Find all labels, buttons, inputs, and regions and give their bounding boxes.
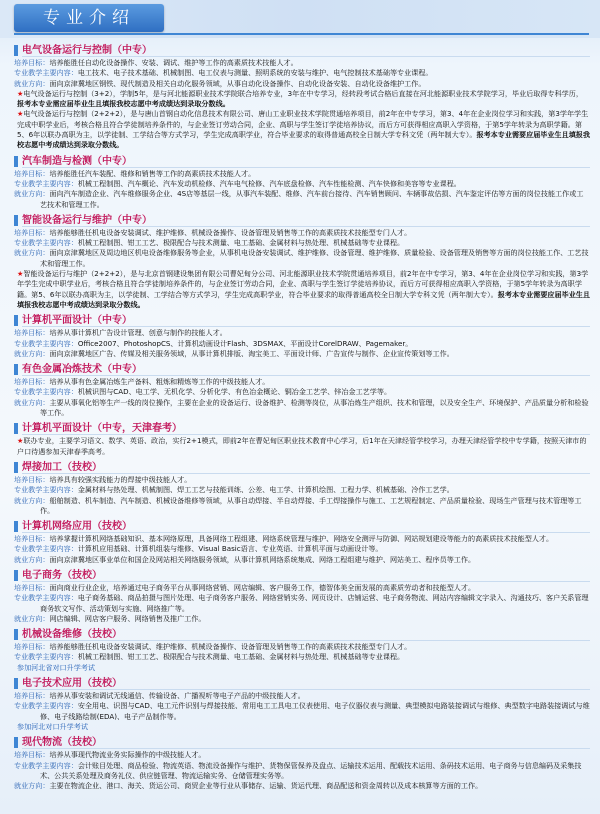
info-text: 培养能胜任汽车装配、维修和销售等工作的高素质技术技能人才。 — [49, 168, 256, 178]
info-line — [14, 349, 590, 359]
heading-marker — [14, 423, 18, 434]
heading-marker — [14, 215, 18, 226]
info-text: 金属材料与热处理、机械制图、焊工工艺与技能训练、公差、电工学、计算机绘图、工程力学、机械基础、冷作工艺学。 — [77, 485, 454, 495]
info-text: 电子商务基础、商品拍摄与图片处理、电子商务客户服务、网络营销实务、网页设计、店铺运营、电子商务物流、网站内容编辑文字录入、沟通技巧、客户关系管理商务软文写作、活动策划与实施、网络推广等。 — [40, 593, 589, 613]
info-line — [14, 248, 590, 269]
info-line — [14, 387, 590, 397]
major-section — [14, 422, 590, 457]
heading-rule — [22, 56, 590, 57]
major-heading — [14, 363, 590, 376]
major-list — [14, 40, 590, 791]
info-label: 就业方向： — [14, 248, 50, 258]
info-line — [14, 642, 590, 652]
info-text: 会计账目处理、商品检验、物流英语、物流设备操作与维护、货物保管保养及盘点、运输技术运用、配载技术运用、条码技术运用、电子商务与信息编码及采集技术、公共关系处理及商务礼仪、供应链管理、物流运输实务、仓储管理实务等。 — [40, 760, 582, 780]
major-section — [14, 363, 590, 418]
major-heading — [14, 520, 590, 533]
info-line — [14, 534, 590, 544]
info-line — [14, 169, 590, 179]
info-label: 就业方向： — [14, 613, 50, 623]
info-text: 培养从事有色金属冶炼生产备料、粗炼和精炼等工作的中级技能人才。 — [49, 377, 270, 387]
info-line — [14, 189, 590, 210]
info-text: 培养能胜任自动化设备操作、安装、调试、维护等工作的高素质技术技能人才。 — [49, 58, 298, 67]
info-text: 培养从事计算机广告设计管理、创意与制作的技能人才。 — [49, 328, 227, 338]
info-label: 就业方向： — [14, 554, 50, 564]
exam-note: 参加河北省对口升学考试 — [17, 662, 96, 672]
info-text: 主要在物流企业、港口、海关、货运公司、商贸企业等行业从事储存、运输、货运代理、商品配送和资金周转以及成本核算等方面的工作。 — [49, 781, 483, 791]
major-name: 计算机平面设计（中专，天津春考） — [22, 423, 182, 435]
heading-marker — [14, 521, 18, 532]
info-label: 培养目标： — [14, 474, 50, 484]
info-line — [14, 701, 590, 722]
info-text: 电气设备运行与控制（3+2），学制5年，是与河北能源职业技术学院联合培养专业，3年在中专学习，经转段考试合格后直接在河北能源职业技术学院学习，毕业后取得专科学历， — [23, 88, 583, 98]
info-text: 面向汽车制造企业、汽车维修服务企业、4S店等基层一线，从事汽车装配、维修、汽车前台接待、汽车销售顾问、车辆事故估损、汽车鉴定评估等方面的岗位技能工作或工艺技术和管理工作。 — [40, 189, 584, 209]
title-underline — [14, 33, 589, 35]
info-line — [14, 179, 590, 189]
info-line — [14, 269, 590, 310]
info-text: 面向商业行业企业，培养通过电子商务平台从事网络营销、网店编辑、客户服务工作，德智体美全面发展的高素质劳动者和技能型人才。 — [49, 582, 476, 592]
info-line — [14, 328, 590, 338]
major-section — [14, 214, 590, 310]
major-section — [14, 520, 590, 565]
info-line — [14, 583, 590, 593]
heading-marker — [14, 315, 18, 326]
info-line — [14, 398, 590, 419]
major-heading — [14, 44, 590, 57]
info-text: 面向京津冀地区钢铁、现代制造及相关自动化服务领域，从事自动化设备操作、自动化设备安装、自动化设备维护工作。 — [49, 78, 426, 88]
major-name: 智能设备运行与维护（中专） — [22, 214, 152, 226]
info-text: 培养掌握计算机网络基础知识、基本网络原理，具备网络工程组建、网络系统管理与维护、网络安全测评与防御、网站规划建设等能力的高素质技术技能型人才。 — [49, 534, 554, 544]
info-label: 专业教学主要内容： — [14, 544, 78, 554]
info-text: 机械工程制图、钳工工艺、极限配合与技术测量、电工基础、金属材料与热处理、机械基础等专业课程。 — [77, 238, 405, 248]
info-line — [14, 58, 590, 68]
info-line — [14, 109, 590, 150]
enrollment-requirement: 报考本专业需应届毕业生且填报我校志愿中考成绩达到录取分数线。 — [17, 99, 230, 109]
heading-rule — [22, 326, 590, 327]
info-label: 专业教学主要内容： — [14, 387, 78, 397]
major-heading — [14, 628, 590, 641]
info-label: 就业方向： — [14, 189, 50, 199]
title-tab — [14, 4, 164, 32]
info-label: 专业教学主要内容： — [14, 338, 78, 348]
heading-marker — [14, 737, 18, 748]
info-line — [14, 228, 590, 238]
info-line — [14, 79, 590, 89]
info-text: 网店编辑、网店客户服务、网络销售及推广工作。 — [49, 613, 206, 623]
major-name: 计算机平面设计（中专） — [22, 315, 132, 327]
info-line — [14, 722, 590, 732]
info-line — [14, 496, 590, 517]
info-text: 面向京津冀地区事业单位和国企及网站相关网络服务领域，从事计算机网络系统集成、网络工程组建与维护、网站美工、程序员等工作。 — [49, 554, 476, 564]
heading-marker — [14, 156, 18, 167]
enrollment-requirement: 报考本专业需要应届毕业生且填报我校志愿中考成绩达到录取分数线。 — [17, 130, 590, 150]
header-banner — [0, 0, 600, 38]
major-name: 汽车制造与检测（中专） — [22, 155, 132, 167]
major-section — [14, 628, 590, 673]
heading-rule — [22, 748, 590, 749]
info-label: 培养目标： — [14, 582, 50, 592]
info-line — [14, 761, 590, 782]
major-name: 电子技术应用（技校） — [22, 678, 122, 690]
info-label: 培养目标： — [14, 534, 50, 544]
info-label: 专业教学主要内容： — [14, 178, 78, 188]
info-text: 培养能够胜任机电设备安装调试、维护维修、机械设备操作、设备管理及销售等工作的高素质技术技能型专门人才。 — [49, 642, 412, 652]
major-heading — [14, 155, 590, 168]
heading-marker — [14, 629, 18, 640]
info-line — [14, 544, 590, 554]
info-line — [14, 555, 590, 565]
major-section — [14, 155, 590, 210]
major-heading — [14, 314, 590, 327]
info-label: 培养目标： — [14, 750, 50, 760]
major-heading — [14, 736, 590, 749]
info-label: 培养目标： — [14, 691, 50, 701]
info-label: 就业方向： — [14, 781, 50, 791]
heading-rule — [22, 167, 590, 168]
heading-marker — [14, 678, 18, 689]
star-icon: ★ — [17, 269, 24, 279]
info-text: Office2007、PhotoshopCS、计算机动画设计Flash、3DSMAX、平面设计CorelDRAW、Pagemaker。 — [77, 338, 413, 348]
info-line — [14, 339, 590, 349]
info-text: 计算机应用基础、计算机组装与维修、Visual Basic语言、专业英语、计算机平面与动画设计等。 — [77, 544, 383, 554]
info-text: 机械工程制图、钳工工艺、极限配合与技术测量、电工基础、金属材料与热处理、机械基础等专业课程。 — [77, 652, 405, 662]
info-text: 电工技术、电子技术基础、机械制图、电工仪表与测量、照明系统的安装与维护、电气控制技术基础等专业课程。 — [77, 68, 433, 78]
info-label: 培养目标： — [14, 58, 50, 67]
major-section — [14, 314, 590, 359]
star-icon: ★ — [17, 436, 24, 446]
heading-rule — [22, 581, 590, 582]
info-text: 培养能够胜任机电设备安装调试、维护维修、机械设备操作、设备管理及销售等工作的高素质技术技能型专门人才。 — [49, 227, 412, 237]
heading-rule — [22, 689, 590, 690]
major-name: 电气设备运行与控制（中专） — [22, 45, 152, 56]
info-label: 培养目标： — [14, 377, 50, 387]
info-label: 专业教学主要内容： — [14, 485, 78, 495]
info-text: 面向京津冀地区广告、传媒及相关服务领域，从事计算机排版、淘宝美工、平面设计师、广告宣传与制作、企业宣传策划等工作。 — [49, 348, 454, 358]
info-text: 面向京津冀地区及周边地区机电设备维修服务等企业，从事机电设备安装调试、维护维修、设备管理、维护维修、质量检验、设备管理及销售等方面的岗位技能工作、工艺技术和管理工作。 — [40, 248, 589, 268]
major-section — [14, 569, 590, 624]
info-label: 就业方向： — [14, 495, 50, 505]
heading-rule — [22, 226, 590, 227]
info-line — [14, 750, 590, 760]
heading-marker — [14, 462, 18, 473]
info-line — [14, 593, 590, 614]
major-section — [14, 44, 590, 151]
info-label: 就业方向： — [14, 348, 50, 358]
info-line — [14, 89, 590, 110]
major-section — [14, 736, 590, 791]
major-name: 机械设备维修（技校） — [22, 629, 122, 641]
info-line — [14, 652, 590, 662]
major-section — [14, 461, 590, 516]
info-line — [14, 238, 590, 248]
exam-note: 参加河北对口升学考试 — [17, 721, 88, 731]
info-label: 专业教学主要内容： — [14, 593, 78, 603]
info-text: 培养具有较强实践能力的焊接中级技能人才。 — [49, 474, 192, 484]
heading-marker — [14, 570, 18, 581]
major-heading — [14, 461, 590, 474]
major-heading — [14, 214, 590, 227]
star-icon: ★ — [17, 109, 24, 119]
info-label: 就业方向： — [14, 78, 50, 88]
heading-marker — [14, 45, 18, 56]
heading-rule — [22, 473, 590, 474]
major-name: 焊接加工（技校） — [22, 461, 102, 473]
info-text: 主要从事氧化铝等生产一线的岗位操作，主要在企业的设备运行、设备维护、检测等岗位，从事冶炼生产组织、技术和管理，以及安全生产、环境保护、产品质量分析和检验等工作。 — [40, 397, 589, 418]
info-line — [14, 485, 590, 495]
major-name: 现代物流（技校） — [22, 737, 102, 749]
info-text: 联办专业，主要学习语文、数学、英语、政治，实行2+1模式，即前2年在曹妃甸区职业技术教育中心学习，后1年在天津经管学校学习，办理天津经管学校中专学籍，按照天津市的户口待遇参加天津春季高考。 — [17, 436, 587, 456]
info-text: 培养从事现代物流业务实际操作的中级技能人才。 — [49, 750, 206, 760]
info-text: 机械识图与CAD、电工学、无机化学、分析化学、有色冶金概论、铜冶金工艺学、锌冶金工艺学等。 — [77, 387, 392, 397]
info-text: 智能设备运行与维护（2+2+2），是与北京首钢建设集团有限公司曹妃甸分公司、河北能源职业技术学院贯通培养项目，前2年在中专学习，第3、4年在企业岗位学习和实践，第3学年学生完成中职学业后，考核合格且符合学徒制培养条件的，与企业签订劳动合同，企业、高职与学生签订学徒培养协议，而后方可获得相应高职入学资格，于第5学年转录为高职学籍。第5、6年以联办高职为主，以学徒制、工学结合等方式学习，学生完成高职学业，符合毕业要求的取得普通高校全日制大学专科文凭（两年制大专）。 — [17, 269, 589, 299]
info-line — [14, 436, 590, 457]
heading-rule — [22, 532, 590, 533]
info-text: 机械工程制图、汽车概论、汽车发动机检修、汽车电气检修、汽车底盘检修、汽车性能检测、汽车快修和美容等专业课程。 — [77, 178, 461, 188]
info-text: 安全用电、识图与CAD、电工元件识别与焊接技能、常用电工工具电工仪表使用、电子仪器仪表与测量、典型模拟电路装接调试与维修、典型数字电路装接调试与维修、电子线路绘制(EDA)、电子产品制作等。 — [40, 701, 590, 721]
info-line — [14, 614, 590, 624]
info-line — [14, 475, 590, 485]
major-name: 计算机网络应用（技校） — [22, 521, 132, 533]
major-name: 有色金属冶炼技术（中专） — [22, 364, 142, 376]
info-text: 船舶制造、机车制造、汽车制造、机械设备维修等领域，从事自动焊接、半自动焊接、手工焊接操作与施工、工艺规程制定、产品质量检验、现场生产管理与技术管理等工作。 — [40, 495, 582, 515]
info-label: 就业方向： — [14, 397, 50, 407]
heading-marker — [14, 364, 18, 375]
star-icon: ★ — [17, 88, 24, 98]
info-text: 培养从事安装和调试无线通信、传输设备、广播视听等电子产品的中级技能人才。 — [49, 691, 305, 701]
info-line — [14, 377, 590, 387]
info-label: 专业教学主要内容： — [14, 68, 78, 78]
major-section — [14, 677, 590, 732]
info-label: 培养目标： — [14, 328, 50, 338]
major-name: 电子商务（技校） — [22, 569, 102, 581]
info-line — [14, 663, 590, 673]
info-line — [14, 781, 590, 791]
info-label: 专业教学主要内容： — [14, 760, 78, 770]
info-text: 电气设备运行与控制（2+2+2），是与唐山首钢自动化信息技术有限公司、唐山工业职业技术学院贯通培养项目，前2年在中专学习，第3、4年在企业岗位学习和实践，第3学年学生完成中职学业后，考核合格且符合学徒制培养条件的，与企业签订劳动合同，企业、高职与学生签订学徒培养协议，而后方可获得相应高职入学资格，于第5学年转录为高职学籍。第5、6年以联办高职为主，以学徒制、工学结合等方式学习，学生完成高职学业，符合毕业要求的取得普通高校全日制大学专科文凭（两年制大专）。 — [17, 109, 589, 140]
enrollment-requirement: 报考本专业需要应届毕业生且填报我校志愿中考成绩达到录取分数线。 — [17, 289, 590, 309]
info-line — [14, 68, 590, 78]
major-heading — [14, 422, 590, 435]
info-line — [14, 691, 590, 701]
page-title: 专业介绍 — [43, 8, 135, 28]
info-label: 培养目标： — [14, 642, 50, 652]
info-label: 培养目标： — [14, 227, 50, 237]
info-label: 专业教学主要内容： — [14, 238, 78, 248]
heading-rule — [22, 434, 590, 435]
info-label: 专业教学主要内容： — [14, 701, 78, 711]
major-heading — [14, 677, 590, 690]
info-label: 专业教学主要内容： — [14, 652, 78, 662]
major-heading — [14, 569, 590, 582]
info-label: 培养目标： — [14, 168, 50, 178]
heading-rule — [22, 375, 590, 376]
heading-rule — [22, 640, 590, 641]
